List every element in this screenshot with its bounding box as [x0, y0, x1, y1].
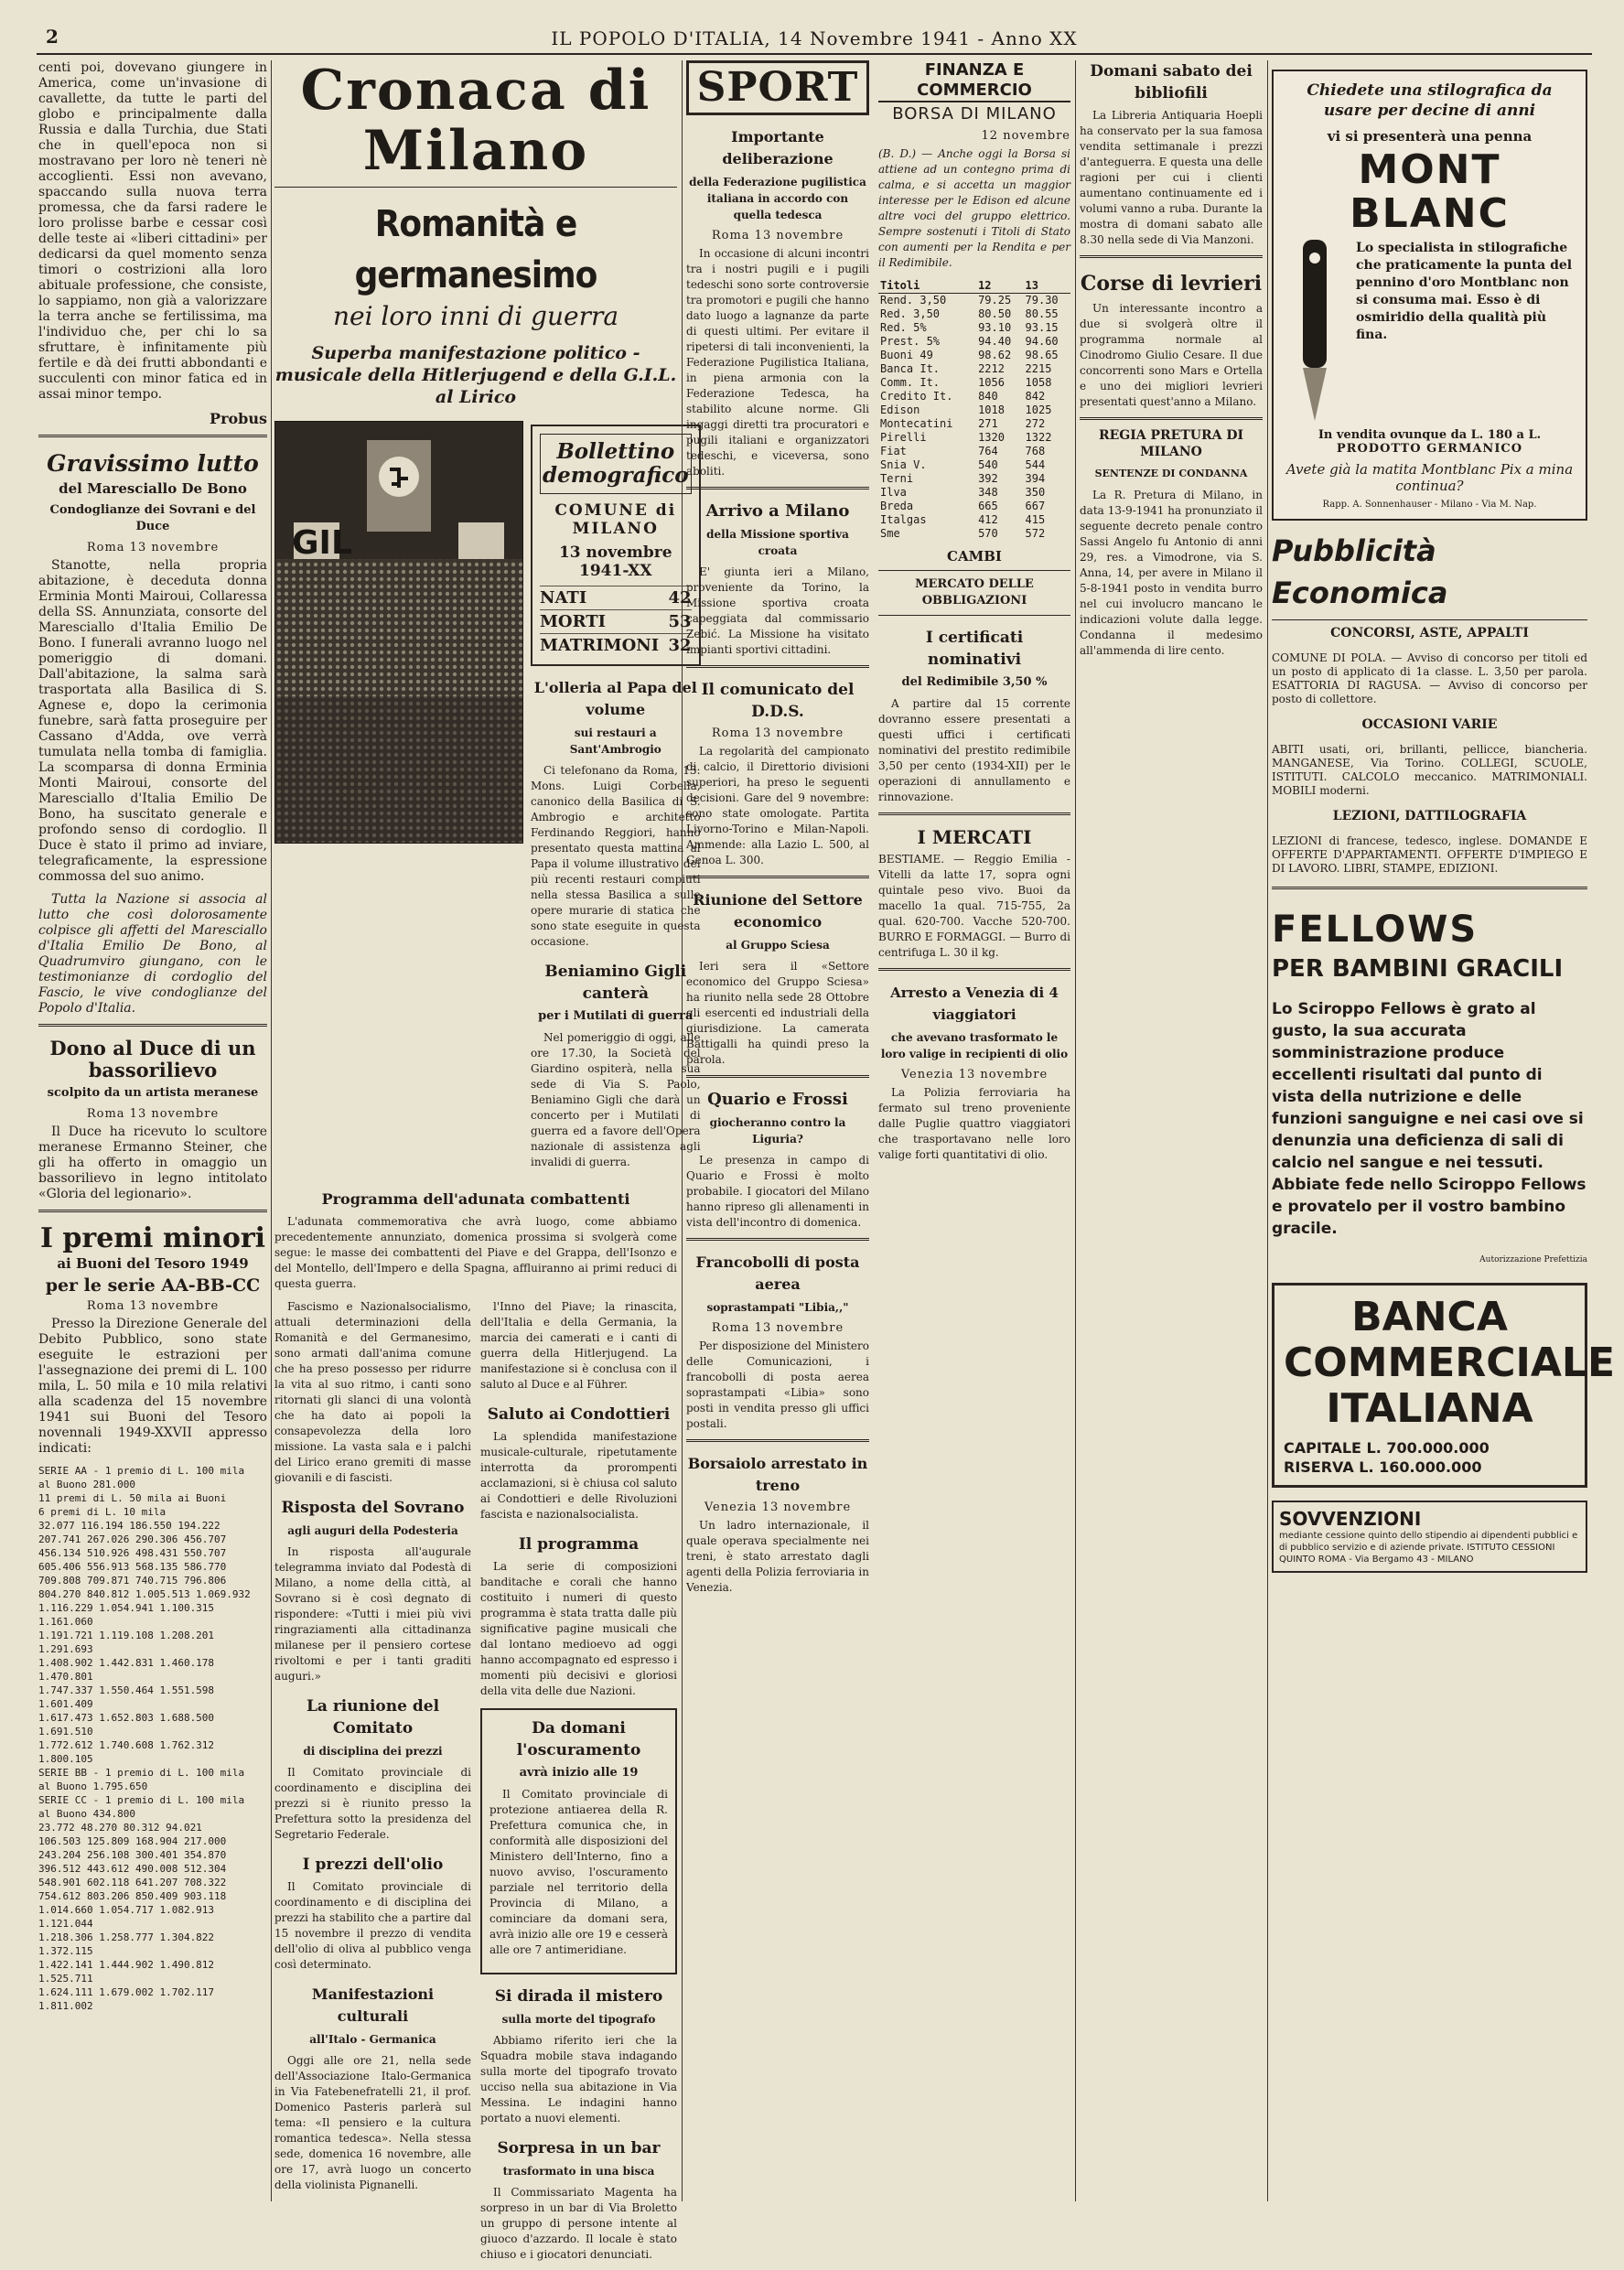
quario-headline: Quario e Frossi [707, 1090, 848, 1109]
masthead-title: IL POPOLO D'ITALIA, 14 Novembre 1941 - Anno XX [551, 27, 1078, 49]
montblanc-ad-rappr: Rapp. A. Sonnenhauser - Milano - Via M. Nap. [1322, 500, 1537, 510]
prezzi-headline: I prezzi dell'olio [302, 1856, 444, 1874]
programma-body: La serie di composizioni banditache e corali che hanno costituito i numeri di questo programma è stata tratta dalle più significative pagine musicali che dal lontano medioevo ad oggi hanno accompagnato ed espresso i momenti più decisivi e gloriosi della vita delle due Nazioni. [480, 1560, 677, 1697]
table-cell: Prest. 5% [880, 335, 941, 348]
table-cell: Breda [880, 500, 914, 512]
bollettino-stat-row [540, 633, 692, 657]
quario-subhead: giocheranno contro la Liguria? [709, 1116, 846, 1146]
table-cell: 544 [1025, 458, 1046, 471]
pugilato-dateline: Roma 13 novembre [711, 229, 844, 242]
table-row [878, 458, 1070, 472]
table-cell: Edison [880, 403, 920, 416]
table-cell: 768 [1025, 445, 1046, 457]
premi-row: 1.624.111 1.679.002 1.702.117 1.811.002 [38, 1986, 215, 2012]
column-divider [1075, 60, 1076, 2201]
table-cell: Ilva [880, 486, 907, 499]
prezzi-body: Il Comitato provinciale di coordinamento e di disciplina dei prezzi ha stabilito che a partire dal 15 novembre il prezzo di vendita dell'olio di oliva al pubblico venga così determinato. [274, 1880, 471, 1971]
premi-row: 1.014.660 1.054.717 1.082.913 1.121.044 [38, 1904, 215, 1930]
divider [686, 1075, 869, 1078]
table-cell: 94.60 [1025, 335, 1059, 348]
table-cell: 540 [978, 458, 998, 471]
obbligazioni-title: MERCATO DELLE OBBLIGAZIONI [915, 577, 1034, 608]
bollettino-comune: COMUNE di MILANO [554, 501, 677, 538]
borsa-table [878, 278, 1070, 541]
pugilato-body: In occasione di alcuni incontri tra i nostri pugili e i pugili tedeschi sono sorte controversie tra promotori e pugili che hanno dato luogo a lagnanze da parte di questi ultimi. Per evitare il ripetersi di tali inconvenienti, la Federazione Pugilistica Italiana, in piena armonia con la Federazione Tedesca, ha stabilito alcune norme. Gli ingaggi diretti tra procuratori e pugili italiani e organizzatori tedeschi, e viceversa, sono aboliti. [686, 247, 869, 478]
table-cell: 348 [978, 486, 998, 499]
premi-row: 11 premi di L. 50 mila ai Buoni [38, 1492, 227, 1504]
arresto-headline: Arresto a Venezia di 4 viaggiatori [890, 984, 1059, 1023]
table-row [878, 486, 1070, 500]
bollettino-date: 13 novembre 1941-XX [558, 543, 672, 580]
gigli-subhead: per i Mutilati di guerra [538, 1009, 694, 1023]
sorpresa-body: Il Commissariato Magenta ha sorpreso in un bar di Via Broletto un gruppo di persone intente al giuoco d'azzardo. Il locale è stato chiuso e i giocatori denunciati. [480, 2186, 677, 2261]
oscuramento-headline: Da domani l'oscuramento [516, 1719, 641, 1759]
fellows-authorization: Autorizzazione Prefettizia [1479, 1255, 1587, 1264]
franco-dateline: Roma 13 novembre [711, 1321, 844, 1335]
table-cell: Rend. 3,50 [880, 294, 947, 307]
sorpresa-headline: Sorpresa in un bar [497, 2139, 661, 2157]
table-cell: Red. 5% [880, 321, 927, 334]
cambi-title: CAMBI [947, 548, 1002, 565]
table-cell: 2215 [1025, 362, 1052, 375]
table-cell: 93.15 [1025, 321, 1059, 334]
table-cell: 842 [1025, 390, 1046, 403]
bollettino-stat-value: 32 [668, 636, 692, 655]
premi-row: 396.512 443.612 490.008 512.304 [38, 1863, 227, 1875]
pretura-subhead: SENTENZE DI CONDANNA [1094, 468, 1248, 479]
borsa-dateline: 12 novembre [981, 129, 1070, 143]
domani-body: La Libreria Antiquaria Hoepli ha conservato per la sua famosa vendita settimanale i prezzi d'anteguerra. E questa una delle ragioni per cui i clienti aumentano continuamente ed i volumi vanno a ruba. Durante la mostra di domani sabato alle 8.30 nella sede di Via Manzoni. [1080, 109, 1263, 246]
divider [686, 487, 869, 490]
programma-headline: Il programma [518, 1535, 640, 1554]
table-row [878, 335, 1070, 349]
lezioni-listings: LEZIONI di francese, tedesco, inglese. DOMANDE E OFFERTE D'APPARTAMENTI. OFFERTE D'IMPIEGO E DI LAVORO. LIBRI, STAMPE, EDIZIONI. [1272, 834, 1587, 875]
banca-riserva: RISERVA L. 160.000.000 [1284, 1458, 1482, 1476]
olleria-headline: L'olleria al Papa del volume [533, 679, 697, 718]
divider [686, 665, 869, 668]
premi-subhead-2: per le serie AA-BB-CC [45, 1275, 261, 1296]
banca-ad [1272, 1283, 1616, 1488]
table-cell: 93.10 [978, 321, 1012, 334]
oscuramento-subhead: avrà inizio alle 19 [519, 1766, 639, 1780]
premi-row: 207.741 267.026 290.306 456.707 [38, 1533, 227, 1545]
mercati-body: BESTIAME. — Reggio Emilia - Vitelli da latte 17, sopra ogni quintale peso vivo. Buoi da macello 1a qual. 715-755, 2a qual. 620-700. Vacche 520-700. BURRO E FORMAGGI. — Burro di centrifuga L. 30 il kg. [878, 853, 1070, 959]
table-cell: 1322 [1025, 431, 1052, 444]
table-row [878, 294, 1070, 308]
table-row [878, 431, 1070, 445]
borsa-title: BORSA DI MILANO [892, 104, 1057, 124]
lutto-body: Stanotte, nella propria abitazione, è deceduta donna Erminia Monti Mairoui, Collaressa della SS. Annunziata, consorte del Maresciallo d'Italia Emilio De Bono. I funerali avranno luogo nel pomeriggio di domani. Dall'abitazione, la salma sarà trasportata alla Basilica di S. Agnese e, dopo la cerimonia funebre, sarà fatta proseguire per Cassano d'Adda, ove verrà tumulata nella tomba di famiglia. La scomparsa di donna Erminia Monti Mairoui, consorte del Maresciallo d'Italia Emilio De Bono, ha suscitato generale e profondo senso di cordoglio. Il Duce è stato il primo ad inviare, telegraficamente, la espressione commossa del suo animo. [38, 558, 267, 884]
column-1 [38, 60, 267, 2201]
premi-dateline: Roma 13 novembre [86, 1299, 220, 1313]
column-5 [1272, 60, 1616, 2201]
divider [686, 876, 869, 878]
mistero-headline: Si dirada il mistero [494, 1987, 663, 2006]
column-divider [1267, 60, 1268, 2201]
table-cell: Buoni 49 [880, 349, 933, 361]
borsa-table-header-cell: 13 [1024, 278, 1070, 294]
table-cell: Comm. It. [880, 376, 941, 389]
divider [1272, 619, 1587, 620]
section-title-cronaca: Cronaca di Milano [300, 59, 651, 183]
table-cell: 572 [1025, 527, 1046, 540]
table-cell: 98.62 [978, 349, 1012, 361]
lutto-body-2: Tutta la Nazione si associa al lutto che così dolorosamente colpisce gli affetti del Maresciallo d'Italia Emilio De Bono, al Quadrumviro giungano, con le testimonianze di cordoglio del Fascio, le vive condoglianze del Popolo d'Italia. [38, 892, 267, 1016]
risposta-headline: Risposta del Sovrano [281, 1499, 465, 1517]
lutto-subhead: del Maresciallo De Bono [59, 480, 247, 497]
table-cell: 1018 [978, 403, 1005, 416]
table-row [878, 403, 1070, 417]
franco-headline: Francobolli di posta aerea [695, 1253, 860, 1293]
sorpresa-subhead: trasformato in una bisca [502, 2165, 655, 2178]
table-cell: 1056 [978, 376, 1005, 389]
column-2 [274, 59, 701, 2261]
risposta-body: In risposta all'augurale telegramma inviato dal Podestà di Milano, a nome della città, al Sovrano si è così degnato di rispondere: «Tutti i miei più vivi ringraziamenti alla cittadinanza milanese per il pensiero cortese rivoltomi e per i tanti graditi auguri.» [274, 1545, 471, 1683]
premi-row: 1.772.612 1.740.608 1.762.312 1.800.105 [38, 1739, 215, 1765]
table-row [878, 500, 1070, 513]
riunione-headline: La riunione del Comitato [306, 1697, 440, 1737]
table-cell: 94.40 [978, 335, 1012, 348]
manifestazioni-subhead: all'Italo - Germanica [309, 2033, 436, 2046]
premi-row: 1.422.141 1.444.902 1.490.812 1.525.711 [38, 1959, 215, 1985]
premi-row: al Buono 1.795.650 [38, 1780, 148, 1792]
bollettino-title: Bollettino demografico [540, 434, 692, 494]
montblanc-ad-present: vi si presenterà una penna [1327, 128, 1533, 145]
table-row [878, 527, 1070, 541]
divider [878, 968, 1070, 971]
table-cell: 79.30 [1025, 294, 1059, 307]
concorsi-category: CONCORSI, ASTE, APPALTI [1330, 626, 1529, 640]
saluto-headline: Saluto ai Condottieri [487, 1405, 671, 1424]
table-row [878, 445, 1070, 458]
adunata-headline: Programma dell'adunata combattenti [321, 1190, 630, 1208]
rally-body-right: l'Inno del Piave; la rinascita, dell'Italia e della Germania, la marcia dei camerati e i canti di guerra della Hitlerjugend. La manifestazione si è conclusa con il saluto al Duce e al Führer. [480, 1300, 677, 1391]
premi-row: 106.503 125.809 168.904 217.000 [38, 1835, 227, 1847]
premi-row: SERIE CC - 1 premio di L. 100 mila [38, 1794, 245, 1806]
premi-row: 6 premi di L. 10 mila [38, 1506, 167, 1518]
lutto-headline: Gravissimo lutto [47, 450, 259, 477]
table-cell: 1058 [1025, 376, 1052, 389]
occasioni-listings: ABITI usati, ori, brillanti, pellicce, biancheria. MANGANESE, Via Torino. COLLEGI, SCUOLE, ISTITUTI. CALCOLO meccanico. MATRIMONIALI. MOBILI moderni. [1272, 743, 1587, 797]
table-row [878, 513, 1070, 527]
dds-body: La regolarità del campionato di calcio, il Direttorio divisioni superiori, ha preso le seguenti decisioni. Gare del 9 novembre: sono state omologate. Partita Livorno-Torino e Milan-Napoli. Ammende: alla Lazio L. 500, al Genoa L. 300. [686, 745, 869, 866]
rally-body-left: Fascismo e Nazionalsocialismo, attuali determinazioni della Romanità e del Germanesimo, sono armati dall'anima comune che ha preso possesso per ridurre la vita al suo ritmo, i canti sono ritornati gli slanci di una volontà che ha dato ai popoli la consapevolezza della loro missione. La vasta sala e i palchi del Lirico erano gremiti di masse giovanili e di fascisti. [274, 1300, 471, 1484]
divider [1080, 417, 1263, 420]
premi-row: 1.747.337 1.550.464 1.551.598 1.601.409 [38, 1684, 215, 1710]
column-divider [271, 60, 272, 2201]
gigli-headline: Beniamino Gigli canterà [544, 963, 687, 1003]
pretura-body: La R. Pretura di Milano, in data 13-9-1941 ha pronunziato il seguente decreto penale contro Sassi Angelo fu Antonio di anni 29, res. a Vimodrone, via S. Anna, 14, per avere in Milano il 5-8-1941 posto in vendita burro nel cui involucro mancano le indicazioni volute dalla legge. Condanna il medesimo all'ammenda di lire cento. [1080, 489, 1263, 657]
franco-body: Per disposizione del Ministero delle Comunicazioni, i francobolli di posta aerea soprastampati «Libia» sono posti in vendita presso gli uffici postali. [686, 1339, 869, 1430]
banca-title: BANCA COMMERCIALE ITALIANA [1284, 1294, 1616, 1432]
table-cell: Montecatini [880, 417, 953, 430]
bollettino-stats [540, 586, 692, 657]
divider [878, 615, 1070, 616]
premi-row: al Buono 434.800 [38, 1808, 135, 1820]
table-cell: 80.50 [978, 307, 1012, 320]
table-cell: 272 [1025, 417, 1046, 430]
riunione-subhead: di disciplina dei prezzi [303, 1745, 443, 1758]
table-cell: 1025 [1025, 403, 1052, 416]
sovvenzioni-body: mediante cessione quinto dello stipendio ai dipendenti pubblici e di pubblico servizio e di aziende private. ISTITUTO CESSIONI QUINTO ROMA - Via Bergamo 43 - MILANO [1279, 1531, 1578, 1565]
premi-subhead: ai Buoni del Tesoro 1949 [57, 1255, 249, 1272]
fellows-body: Lo Sciroppo Fellows è grato al gusto, la sua accurata somministrazione produce eccellenti risultati dal punto di vista della nutrizione e delle funzioni sanguigne e nei casi ove si denunzia una deficienza di sali di calcio nel sangue e nei tessuti. Abbiate fede nello Sciroppo Fellows e provatelo per il vostro bambino gracile. [1272, 1000, 1586, 1238]
milano-subhead: della Missione sportiva croata [706, 528, 849, 557]
premi-row: 709.808 709.871 740.715 796.806 [38, 1575, 227, 1587]
dds-headline: Il comunicato del D.D.S. [701, 681, 855, 721]
bollettino-stat-label: MATRIMONI [540, 636, 660, 655]
table-cell: 764 [978, 445, 998, 457]
main-headline: Romanità e germanesimo [354, 203, 597, 296]
olleria-subhead: sui restauri a Sant'Ambrogio [569, 726, 661, 756]
premi-row: 243.204 256.108 300.401 354.870 [38, 1849, 227, 1861]
table-row [878, 307, 1070, 321]
arresto-body: La Polizia ferroviaria ha fermato sul treno proveniente dalle Puglie quattro viaggiatori che trasportavano nelle loro valige forti quantitativi di olio. [878, 1086, 1070, 1161]
pugilato-subhead: della Federazione pugilistica italiana in accordo con quella tedesca [689, 176, 866, 221]
divider [1080, 255, 1263, 258]
divider [878, 570, 1070, 571]
milano-headline: Arrivo a Milano [705, 501, 850, 521]
table-row [878, 349, 1070, 362]
premi-row: 1.617.473 1.652.803 1.688.500 1.691.510 [38, 1712, 215, 1737]
premi-row: 754.612 803.206 850.409 903.118 [38, 1890, 227, 1902]
premi-row: 32.077 116.194 186.550 194.222 [38, 1520, 220, 1532]
rally-photo-image [275, 422, 522, 843]
rally-photo [274, 421, 523, 844]
premi-row: 456.134 510.926 498.431 550.707 [38, 1547, 227, 1559]
masthead [37, 16, 1592, 55]
premi-row: al Buono 281.000 [38, 1479, 135, 1490]
table-cell: 840 [978, 390, 998, 403]
oscuramento-body: Il Comitato provinciale di protezione antiaerea della R. Prefettura comunica che, in conformità alle disposizioni del Ministero dell'Interno, fino a nuovo avviso, l'oscuramento parziale nel territorio della Provincia di Milano, a cominciare da domani sera, avrà inizio alle ore 19 e cesserà alle ore 7 antimeridiane. [489, 1788, 668, 1956]
saluto-body: La splendida manifestazione musicale-culturale, ripetutamente interrotta da prorompenti acclamazioni, si è chiusa col saluto ai Condottieri e delle Rivoluzioni fascista e nazionalsocialista. [480, 1430, 677, 1521]
table-cell: 80.55 [1025, 307, 1059, 320]
olleria-body: Ci telefonano da Roma, 13: Mons. Luigi Corbella, canonico della Basilica di S. Ambrogio e architetto Ferdinando Reggiori, hanno presentato questa mattina al Papa il volume illustrativo dei più recenti restauri compiuti nella stessa Basilica a sulle opere murarie di statica che sono state eseguite in questa occasione. [531, 764, 701, 948]
dono-dateline: Roma 13 novembre [86, 1107, 220, 1121]
table-row [878, 321, 1070, 335]
finanza-title: FINANZA E COMMERCIO [878, 60, 1070, 102]
column-3 [686, 60, 1070, 2201]
mercati-headline: I MERCATI [917, 826, 1032, 848]
table-cell: Terni [880, 472, 914, 485]
dds-dateline: Roma 13 novembre [711, 726, 844, 740]
pubblicita-title: Pubblicità Economica [1272, 533, 1448, 610]
sovvenzioni-ad [1272, 1501, 1587, 1573]
table-cell: Italgas [880, 513, 927, 526]
montblanc-ad-origin: PRODOTTO GERMANICO [1336, 442, 1523, 456]
premi-row: 1.116.229 1.054.941 1.100.315 1.161.060 [38, 1602, 215, 1628]
article-signature: Probus [210, 410, 267, 427]
main-headline-sub: nei loro inni di guerra [332, 301, 619, 331]
premi-row: 1.218.306 1.258.777 1.304.822 1.372.115 [38, 1931, 215, 1957]
borsa-table-body [878, 294, 1070, 542]
borsa-table-header [878, 278, 1070, 294]
milano-body: E' giunta ieri a Milano, proveniente da Torino, la Missione sportiva croata capeggiata dal commissario Zebić. La Missione ha visitato impianti sportivi cittadini. [686, 565, 869, 656]
quario-body: Le presenza in campo di Quario e Frossi è molto probabile. I giocatori del Milano hanno ripreso gli allenamenti in vista dell'incontro di domenica. [686, 1154, 869, 1229]
dono-body: Il Duce ha ricevuto lo scultore meranese Ermanno Steiner, che gli ha offerto in omaggio un bassorilievo in legno intitolato «Gloria del legionario». [38, 1124, 267, 1201]
borsa-table-header-cell: Titoli [878, 278, 976, 294]
montblanc-ad-body: Lo specialista in stilografiche che praticamente la punta del pennino d'oro Montblanc non si consuma mai. Esso è di osmiridio della qualità più fina. [1356, 241, 1573, 342]
oscuramento-box [480, 1708, 677, 1974]
premi-row: 23.772 48.270 80.312 94.021 [38, 1822, 202, 1834]
table-cell: 667 [1025, 500, 1046, 512]
corse-headline: Corse di levrieri [1080, 272, 1263, 296]
article-intro: centi poi, dovevano giungere in America, come un'invasione di cavallette, da tutte le parti del globo e principalmente dalla Russia e dalla Turchia, due Stati che in quell'epoca non si mostravano per loro nè teneri nè accoglienti. Essi non avevano, spaccando sulla nuova terra promessa, che da farsi radere le loro prolisse barbe e cessar così delle teste ai «liberi cittadini» per dedicarsi da quel momento senza timori o costrizioni alla loro abituale professione, che consiste, lo sappiamo, non già a valorizzare la terra anche se fertilissima, ma l'individuo che, per chi lo sa sfruttare, è infinitamente più fertile e dà dei frutti abbondanti e succulenti con minor fatica ed in assai minor tempo. [38, 60, 267, 402]
premi-row: 605.406 556.913 568.135 586.770 [38, 1561, 227, 1573]
gigli-body: Nel pomeriggio di oggi, alle ore 17.30, la Società del Giardino ospiterà, nella sua sede di Via S. Paolo, Beniamino Gigli che darà un concerto per i Mutilati di guerra ed a favore dell'Opera nazionale di assistenza agli invalidi di guerra. [531, 1031, 701, 1168]
table-row [878, 472, 1070, 486]
bollettino-stat-value: 53 [668, 612, 692, 631]
franco-subhead: soprastampati "Libia,," [706, 1301, 849, 1314]
fountain-pen-icon [1283, 240, 1347, 423]
bollettino-box [531, 425, 701, 666]
borsa-body: (B. D.) — Anche oggi la Borsa si attiene ad un contegno prima di calma, e si accetta un maggior interesse per le Edison ed alcune altre voci del gruppo elettrico. Sempre sostenuti i Titoli di Stato con aumenti per la Rendita e per il Redimibile. [878, 147, 1070, 269]
dono-subhead: scolpito da un artista meranese [47, 1086, 259, 1100]
fellows-title: FELLOWS [1272, 909, 1479, 951]
sovvenzioni-title: SOVVENZIONI [1279, 1508, 1422, 1530]
montblanc-ad-tagline: Chiedete una stilografica da usare per decine di anni [1307, 81, 1553, 120]
premi-row: 804.270 840.812 1.005.513 1.069.932 [38, 1588, 251, 1600]
borsaiolo-body: Un ladro internazionale, il quale operava specialmente nei treni, è stato arrestato dagli agenti della Polizia ferroviaria in Venezia. [686, 1519, 869, 1594]
pretura-headline: REGIA PRETURA DI MILANO [1098, 428, 1244, 459]
pugilato-headline: Importante deliberazione [722, 128, 834, 167]
divider [274, 187, 677, 188]
bollettino-stat-value: 42 [668, 588, 692, 608]
table-cell: Red. 3,50 [880, 307, 941, 320]
riunione-body: Il Comitato provinciale di coordinamento e disciplina dei prezzi si è riunito presso la Prefettura sotto la presidenza del Segretario Federale. [274, 1766, 471, 1841]
bollettino-stat-label: NATI [540, 588, 587, 608]
manifestazioni-body: Oggi alle ore 21, nella sede dell'Associazione Italo-Germanica in Via Fatebenefratelli 21, il prof. Domenico Pasteris parlerà sul tema: «Il pensiero e la cultura romantica tedesca». Nella stessa sede, domenica 16 novembre, alle ore 17, avrà luogo un concerto della violinista Pignanelli. [274, 2054, 471, 2191]
table-cell: 412 [978, 513, 998, 526]
borsa-table-header-cell: 12 [976, 278, 1023, 294]
section-title-sport: SPORT [686, 60, 869, 115]
mistero-body: Abbiamo riferito ieri che la Squadra mobile stava indagando sulla morte del tipografo trovato ucciso nella sua abitazione in Via Messina. Le indagini hanno portato a nuovi elementi. [480, 2034, 677, 2125]
table-cell: 271 [978, 417, 998, 430]
corse-body: Un interessante incontro a due si svolgerà oltre il programma normale al Cinodromo Giulio Cesare. Il due concorrenti sono Mars e Ortella e uno dei migliori levrieri presentati quest'anno a Milano. [1080, 302, 1263, 408]
table-cell: 98.65 [1025, 349, 1059, 361]
bollettino-stat-row [540, 586, 692, 609]
montblanc-logo: MONT BLANC [1350, 146, 1510, 237]
premi-row: 548.901 602.118 641.207 708.322 [38, 1877, 227, 1888]
table-cell: Fiat [880, 445, 907, 457]
table-row [878, 390, 1070, 403]
montblanc-ad-price: In vendita ovunque da L. 180 a L. [1317, 428, 1542, 442]
divider [38, 1024, 267, 1027]
premi-list [38, 1464, 267, 2013]
settore-headline: Riunione del Settore economico [693, 891, 863, 931]
divider [1272, 887, 1587, 889]
table-cell: 415 [1025, 513, 1046, 526]
divider [38, 435, 267, 437]
divider [686, 1238, 869, 1241]
table-cell: Banca It. [880, 362, 941, 375]
table-cell: 394 [1025, 472, 1046, 485]
table-cell: 665 [978, 500, 998, 512]
premi-row: SERIE BB - 1 premio di L. 100 mila [38, 1767, 245, 1779]
premi-row: 1.191.721 1.119.108 1.208.201 1.291.693 [38, 1630, 215, 1655]
premi-row: 1.408.902 1.442.831 1.460.178 1.470.801 [38, 1657, 215, 1683]
certificati-subhead: del Redimibile 3,50 % [901, 675, 1048, 689]
arresto-subhead: che avevano trasformato le loro valige in recipienti di olio [880, 1031, 1069, 1060]
fellows-subtitle: PER BAMBINI GRACILI [1272, 955, 1564, 983]
settore-body: Ieri sera il «Settore economico del Gruppo Sciesa» ha riunito nella sede 28 Ottobre gli esercenti ed industriali della giurisdizione. La camerata Battigalli ha quindi preso la parola. [686, 960, 869, 1066]
lutto-subhead-2: Condoglianze dei Sovrani e del Duce [49, 503, 256, 533]
column-4 [1080, 60, 1263, 2201]
banca-capitale: CAPITALE L. 700.000.000 [1284, 1439, 1490, 1457]
table-row [878, 417, 1070, 431]
page-number: 2 [46, 26, 59, 48]
borsaiolo-headline: Borsaiolo arrestato in treno [687, 1455, 868, 1494]
main-deck: Superba manifestazione politico - musicale della Hitlerjugend e della G.I.L. al Lirico [274, 343, 677, 407]
table-cell: Sme [880, 527, 900, 540]
table-cell: Snia V. [880, 458, 927, 471]
table-cell: 570 [978, 527, 998, 540]
table-cell: 1320 [978, 431, 1005, 444]
table-cell: 392 [978, 472, 998, 485]
photo-banner-text: GIL [292, 524, 352, 562]
montblanc-ad-matita: Avete già la matita Montblanc Pix a mina continua? [1285, 461, 1574, 494]
table-cell: 2212 [978, 362, 1005, 375]
premi-body: Presso la Direzione Generale del Debito Pubblico, sono state eseguite le estrazioni per l'assegnazione dei premi di L. 100 mila, L. 50 mila e 10 mila relativi alla scadenza del 15 novembre 1941 sui Buoni del Tesoro novennali 1949-XXVII appresso indicati: [38, 1317, 267, 1456]
concorsi-listings: COMUNE DI POLA. — Avviso di concorso per titoli ed un posto di applicato di 1a classe. L. 3,50 per parola. ESATTORIA DI RAGUSA. — Avviso di concorso per posto di collettore. [1272, 651, 1587, 705]
bollettino-stat-label: MORTI [540, 612, 607, 631]
premi-row: SERIE AA - 1 premio di L. 100 mila [38, 1465, 245, 1477]
dono-headline: Dono al Duce di un bassorilievo [49, 1037, 256, 1081]
adunata-body: L'adunata commemorativa che avrà luogo, come abbiamo precedentemente annunziato, domenica prossima si svolgerà come segue: le masse dei combattenti del Piave e del Grappa, dell'Isonzo e del Montello, dell'Impero e della Spagna, affluiranno ai primi reduci di questa guerra. [274, 1215, 677, 1290]
table-row [878, 362, 1070, 376]
divider [686, 1439, 869, 1442]
certificati-headline: I certificati nominativi [925, 629, 1024, 669]
lutto-dateline: Roma 13 novembre [86, 541, 220, 554]
domani-headline: Domani sabato dei bibliofili [1090, 62, 1253, 102]
table-row [878, 376, 1070, 390]
divider [878, 812, 1070, 815]
montblanc-ad [1272, 70, 1587, 521]
divider [38, 1210, 267, 1212]
risposta-subhead: agli auguri della Podesteria [287, 1524, 458, 1537]
settore-subhead: al Gruppo Sciesa [726, 939, 830, 952]
table-cell: Credito It. [880, 390, 953, 403]
bollettino-stat-row [540, 609, 692, 633]
mistero-subhead: sulla morte del tipografo [501, 2013, 656, 2026]
premi-headline: I premi minori [39, 1222, 266, 1254]
certificati-body: A partire dal 15 corrente dovranno essere presentati a questi uffici i certificati nominativi del prestito redimibile 3,50 per cento (1934-XII) per le operazioni di annullamento e rinnovazione. [878, 697, 1070, 803]
occasioni-category: OCCASIONI VARIE [1361, 717, 1498, 732]
table-cell: 79.25 [978, 294, 1012, 307]
table-cell: 350 [1025, 486, 1046, 499]
lezioni-category: LEZIONI, DATTILOGRAFIA [1332, 809, 1527, 823]
arresto-dateline: Venezia 13 novembre [900, 1068, 1049, 1081]
manifestazioni-headline: Manifestazioni culturali [311, 1985, 435, 2025]
borsaiolo-dateline: Venezia 13 novembre [704, 1501, 852, 1514]
table-cell: Pirelli [880, 431, 927, 444]
